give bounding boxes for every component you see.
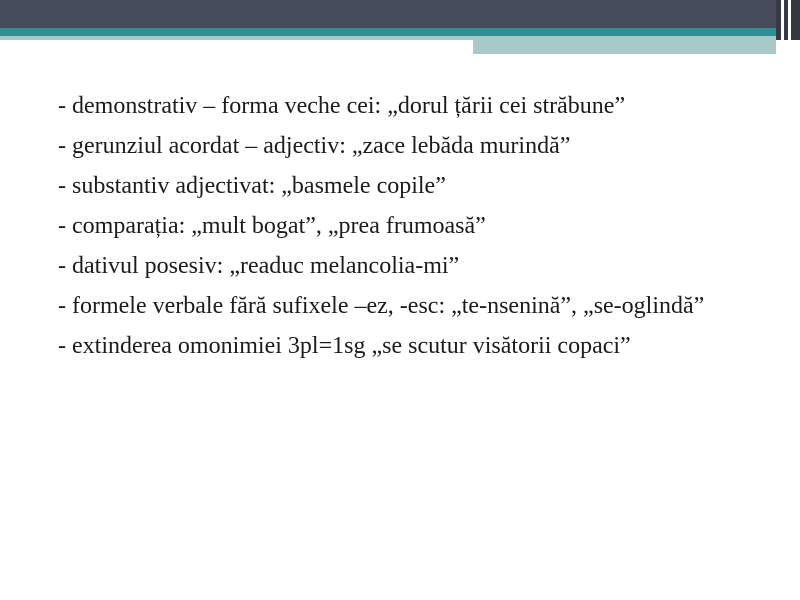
bullet-item: - gerunziul acordat – adjectiv: „zace lebăda murindă” — [58, 133, 571, 159]
header-stripe — [784, 0, 788, 40]
header-light-tab — [473, 36, 776, 54]
header-stripe — [776, 0, 781, 40]
header-dark-band — [0, 0, 776, 28]
header-light-band — [0, 36, 473, 40]
header-teal-band — [0, 28, 776, 36]
bullet-item: - extinderea omonimiei 3pl=1sg „se scutur visătorii copaci” — [58, 333, 631, 359]
bullet-item: - comparația: „mult bogat”, „prea frumoasă” — [58, 213, 486, 239]
slide-body — [58, 88, 748, 368]
bullet-item: - substantiv adjectivat: „basmele copile” — [58, 173, 446, 199]
header-stripe — [791, 0, 800, 40]
bullet-item: - demonstrativ – forma veche cei: „dorul țării cei străbune” — [58, 93, 626, 119]
bullet-item: - formele verbale fără sufixele –ez, -esc: „te-nsenină”, „se-oglindă” — [58, 293, 705, 319]
bullet-item: - dativul posesiv: „readuc melancolia-mi” — [58, 253, 460, 279]
